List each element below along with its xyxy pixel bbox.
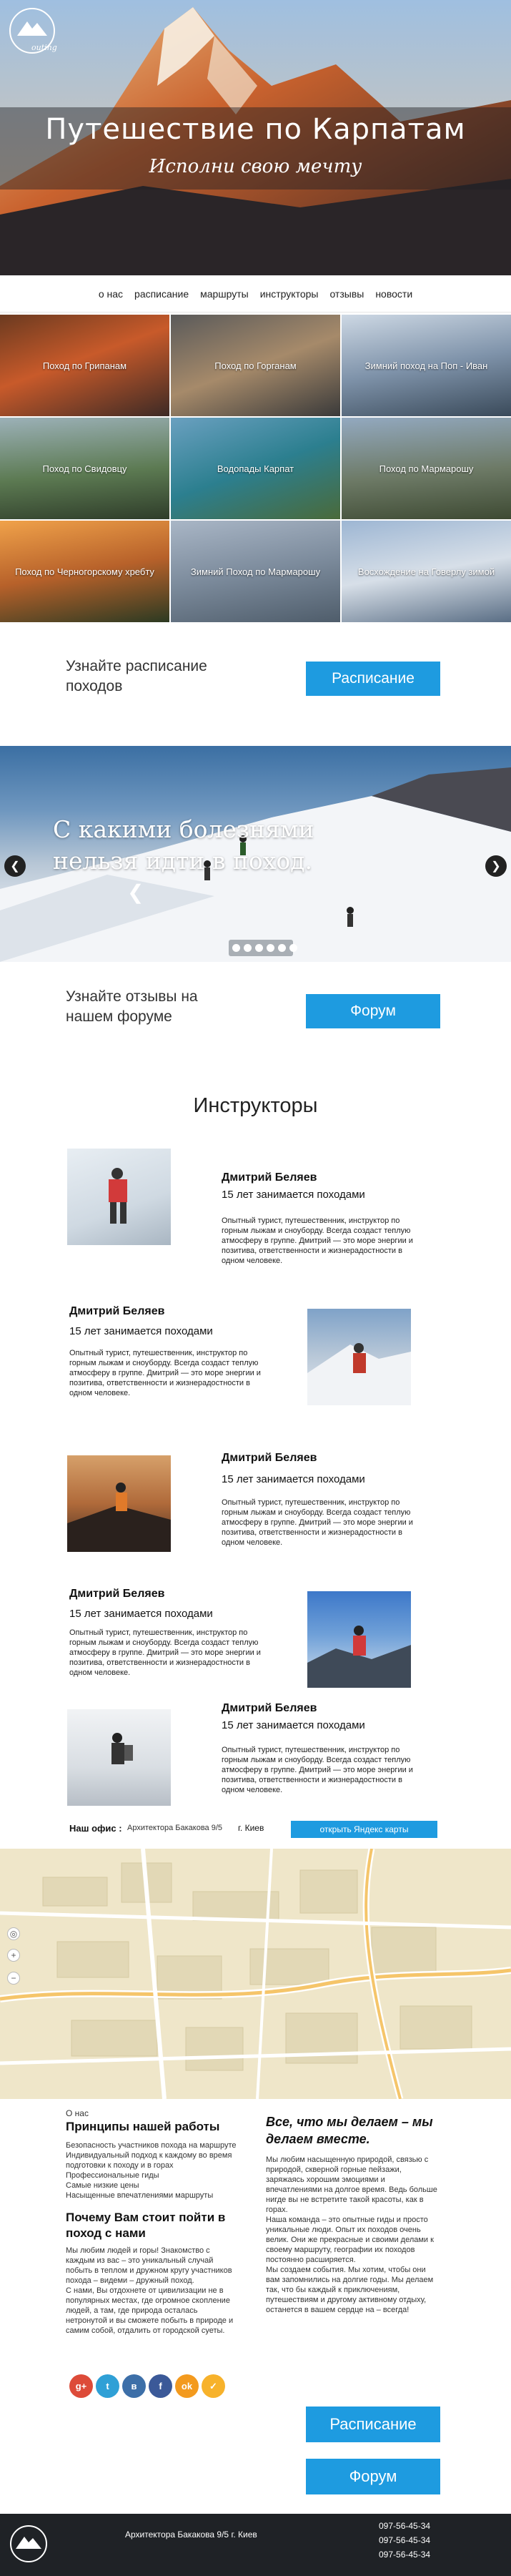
- slider-next-button[interactable]: ❯: [485, 855, 507, 877]
- together-title: Все, что мы делаем – мы делаем вместе.: [266, 2115, 433, 2146]
- map-graphic: [0, 1849, 511, 2099]
- schedule-cta-text: Узнайте расписание походов: [66, 658, 207, 694]
- tour-title: Поход по Грипанам: [42, 360, 127, 371]
- office-map[interactable]: [0, 1849, 511, 2099]
- instructor-name: Дмитрий Беляев: [222, 1452, 317, 1464]
- forum-button[interactable]: Форум: [306, 994, 440, 1028]
- footer: [0, 2514, 511, 2576]
- instructor-experience: 15 лет занимается походами: [222, 1719, 365, 1731]
- tour-title: Поход по Черногорскому хребту: [15, 566, 154, 577]
- tour-title: Водопады Карпат: [217, 463, 294, 474]
- principles-title: Принципы нашей работы: [66, 2120, 220, 2133]
- forum-cta-text: Узнайте отзывы на нашем форуме: [66, 988, 198, 1025]
- tour-tile[interactable]: [342, 315, 511, 416]
- nav-news[interactable]: новости: [375, 287, 413, 300]
- tour-title: Восхождение на Говерлу зимой: [357, 566, 495, 577]
- instructor-description: Опытный турист, путешественник, инструктор по горным лыжам и сноуборду. Всегда создаст теплую атмосферу в группе. Дмитрий — это море энергии и позитива, ответственности и жизнерадостности в одном человеке.: [69, 1628, 261, 1677]
- instructor-name: Дмитрий Беляев: [69, 1305, 165, 1317]
- nav-about[interactable]: о нас: [98, 287, 124, 300]
- schedule-button[interactable]: Расписание: [306, 662, 440, 696]
- footer-address: Архитектора Бакакова 9/5 г. Киев: [125, 2530, 257, 2540]
- instructor-photo: [67, 1455, 171, 1552]
- slider-dot[interactable]: [255, 944, 263, 952]
- slider-dot[interactable]: [244, 944, 252, 952]
- instructor-card: [0, 1144, 511, 1265]
- footer-forum-button[interactable]: Форум: [306, 2459, 440, 2494]
- footer-logo-icon[interactable]: [9, 2525, 51, 2564]
- hero-title: Путешествие по Карпатам: [45, 113, 466, 146]
- google-plus-icon[interactable]: g+: [69, 2374, 93, 2398]
- instructor-name: Дмитрий Беляев: [222, 1171, 317, 1184]
- instructor-photo: [307, 1591, 411, 1688]
- why-us-text: Мы любим людей и горы! Знакомство с каждым из вас – это уникальный случай побыть в теплом и дружном кругу участников похода – видеми – дружный поход. С нами, Вы отдохнете от цивилизации не в популярных местах, где огромное скопление людей, а там, где природа осталась нетронутой и вы сможете побыть в природе и самим собой, отдалить от городской суеты.: [66, 2246, 234, 2335]
- principles-text: Безопасность участников похода на маршруте Индивидуальный подход к каждому во время подготовки к походу и в горах Профессиональные гиды Самые низкие цены Насыщенные впечатлениями маршруты: [66, 2141, 237, 2200]
- why-us-title: Почему Вам стоит пойти в поход с нами: [66, 2211, 226, 2240]
- slider-prev-button[interactable]: ❮: [4, 855, 26, 877]
- instructor-card: [0, 1702, 511, 1802]
- nav-schedule[interactable]: расписание: [134, 287, 189, 300]
- tour-title: Поход по Мармарошу: [379, 463, 474, 474]
- article-slider: [0, 746, 511, 962]
- instructor-card: [0, 1255, 511, 1397]
- tour-tile[interactable]: [171, 315, 340, 416]
- tour-tile[interactable]: [171, 521, 340, 622]
- instructor-experience: 15 лет занимается походами: [69, 1325, 213, 1337]
- instructor-photo: [307, 1309, 411, 1405]
- instructor-name: Дмитрий Беляев: [222, 1702, 317, 1714]
- hero-subtitle: Исполни свою мечту: [149, 156, 362, 177]
- open-yandex-map-button[interactable]: открыть Яндекс карты: [291, 1821, 437, 1838]
- twitter-icon[interactable]: t: [96, 2374, 119, 2398]
- instructor-name: Дмитрий Беляев: [69, 1588, 165, 1600]
- tour-title: Поход по Горганам: [214, 360, 297, 371]
- slider-dot[interactable]: [278, 944, 286, 952]
- footer-phone[interactable]: 097-56-45-34: [379, 2550, 431, 2560]
- main-nav: [0, 275, 511, 313]
- instructor-experience: 15 лет занимается походами: [222, 1473, 365, 1485]
- instructors-title: Инструкторы: [193, 1094, 318, 1117]
- slider-dot[interactable]: [267, 944, 274, 952]
- tour-tile[interactable]: [0, 315, 169, 416]
- map-zoom-out-button[interactable]: −: [7, 1972, 20, 1985]
- together-text: Мы любим насыщенную природой, связью с природой, скверной горные пейзажи, заряжаясь хорошим эмоциями и впечатлениями на долгое время. Ведь больше нигде вы не встретите такой красоты, как в горах. Наша команда – это опытные гиды и просто уникальные люди. Опыт их походов очень велик. Они же прекрасные и своими делами к своему маршруту, географии их походов постоянно расширяется. Мы создаем события. Мы хотим, чтобы они вам запомнились на долгие годы. Мы делаем так, что бы каждый к приключениям, путешествиям и другому активному отдыху, останется в вашем сердце на – всегда!: [266, 2155, 437, 2314]
- footer-phone[interactable]: 097-56-45-34: [379, 2535, 431, 2545]
- slider-chevron-icon: ❮: [127, 881, 144, 903]
- instructor-card: [0, 1437, 511, 1547]
- instructor-card: [0, 1580, 511, 1681]
- slider-dot[interactable]: [232, 944, 240, 952]
- share-icon[interactable]: ✓: [202, 2374, 225, 2398]
- facebook-icon[interactable]: f: [149, 2374, 172, 2398]
- vk-icon[interactable]: в: [122, 2374, 146, 2398]
- instructor-experience: 15 лет занимается походами: [222, 1189, 365, 1201]
- tour-tile[interactable]: [342, 521, 511, 622]
- slider-headline[interactable]: С какими болезнями нельзя идти в поход.: [53, 815, 314, 875]
- about-label: О нас: [66, 2108, 89, 2118]
- logo-text: outing: [31, 43, 57, 52]
- tour-title: Зимний поход на Поп - Иван: [364, 360, 488, 371]
- instructor-photo: [67, 1149, 171, 1245]
- instructor-description: Опытный турист, путешественник, инструктор по горным лыжам и сноуборду. Всегда создаст теплую атмосферу в группе. Дмитрий — это море энергии и позитива, ответственности и жизнерадостности в одном человеке.: [69, 1349, 261, 1397]
- tour-tile[interactable]: [171, 418, 340, 519]
- slider-dots: [232, 944, 297, 952]
- tour-tile[interactable]: [0, 418, 169, 519]
- instructor-photo: [67, 1709, 171, 1806]
- instructor-description: Опытный турист, путешественник, инструктор по горным лыжам и сноуборду. Всегда создаст теплую атмосферу в группе. Дмитрий — это море энергии и позитива, ответственности и жизнерадостности в одном человеке.: [222, 1498, 413, 1547]
- footer-schedule-button[interactable]: Расписание: [306, 2407, 440, 2442]
- tour-title: Поход по Свидовцу: [42, 463, 127, 474]
- odnoklassniki-icon[interactable]: ok: [175, 2374, 199, 2398]
- tour-tile[interactable]: [0, 521, 169, 622]
- office-label: Наш офис :: [69, 1823, 122, 1834]
- tours-grid: [0, 315, 511, 622]
- office-city: г. Киев: [238, 1823, 264, 1833]
- instructor-experience: 15 лет занимается походами: [69, 1608, 213, 1620]
- nav-routes[interactable]: маршруты: [200, 287, 249, 300]
- slider-dot[interactable]: [289, 944, 297, 952]
- office-address: Архитектора Бакакова 9/5: [127, 1824, 223, 1832]
- nav-instructors[interactable]: инструкторы: [259, 287, 319, 300]
- footer-phone[interactable]: 097-56-45-34: [379, 2521, 431, 2531]
- tour-tile[interactable]: [342, 418, 511, 519]
- hero-banner: [0, 0, 511, 275]
- map-locate-icon[interactable]: ◎: [7, 1927, 20, 1940]
- map-zoom-in-button[interactable]: +: [7, 1949, 20, 1962]
- nav-reviews[interactable]: отзывы: [329, 287, 364, 300]
- instructor-description: Опытный турист, путешественник, инструктор по горным лыжам и сноуборду. Всегда создаст теплую атмосферу в группе. Дмитрий — это море энергии и позитива, ответственности и жизнерадостности в одном человеке.: [222, 1216, 413, 1265]
- social-icons: [69, 2374, 225, 2398]
- instructor-description: Опытный турист, путешественник, инструктор по горным лыжам и сноуборду. Всегда создаст теплую атмосферу в группе. Дмитрий — это море энергии и позитива, ответственности и жизнерадостности в одном человеке.: [222, 1746, 413, 1794]
- tour-title: Зимний Поход по Мармарошу: [190, 566, 321, 577]
